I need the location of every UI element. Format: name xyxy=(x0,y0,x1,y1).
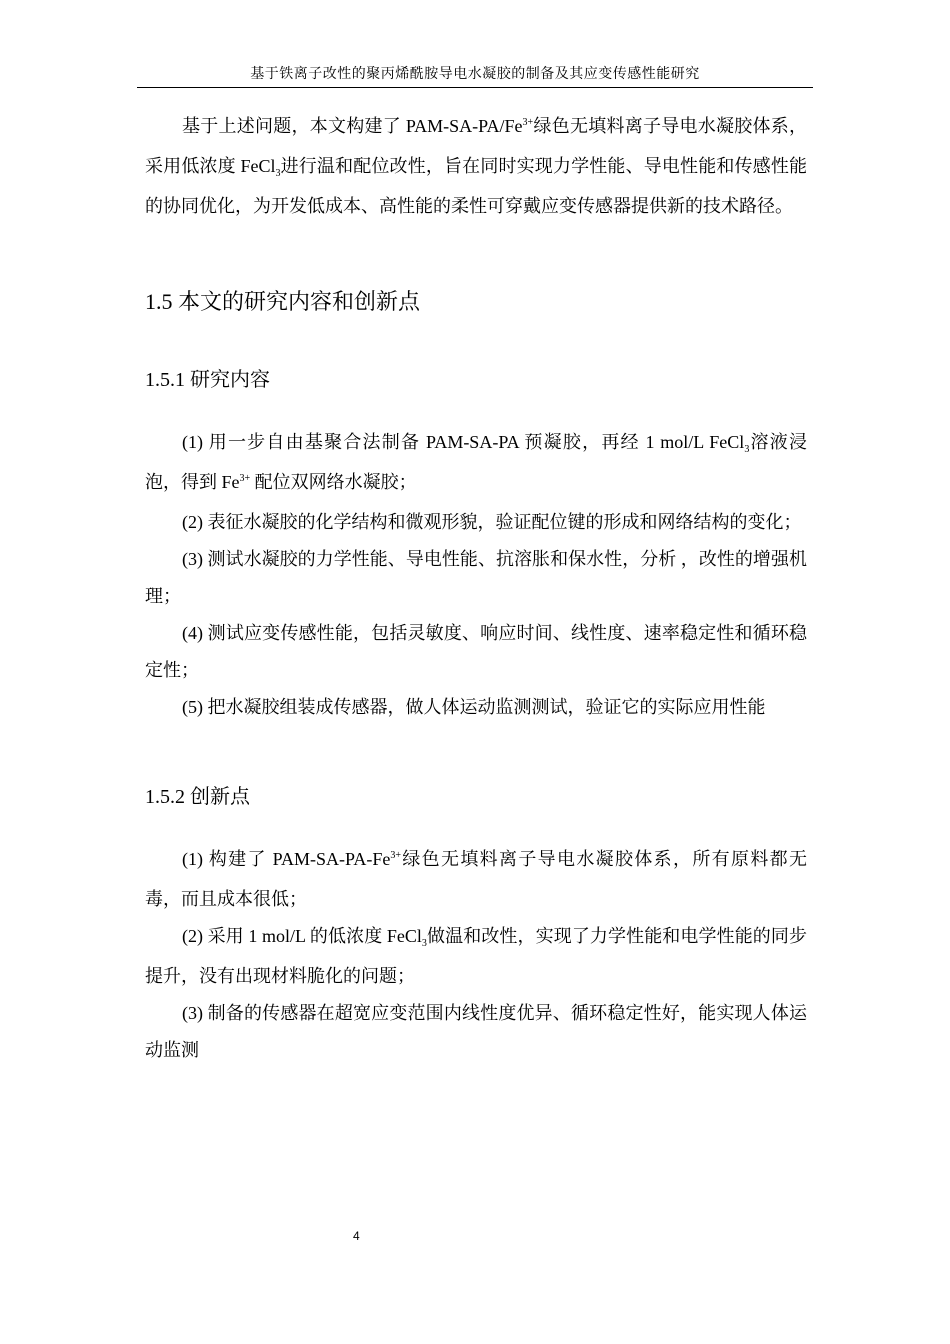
intro-block xyxy=(145,108,807,225)
innovation-item-1-superscript: 3+ xyxy=(390,850,402,861)
research-item-2: (2) 表征水凝胶的化学结构和微观形貌，验证配位键的形成和网络结构的变化； xyxy=(182,512,802,532)
innovation-item-1 xyxy=(145,841,807,918)
research-item-1-subscript: 3 xyxy=(744,444,750,455)
research-content-list xyxy=(145,424,807,726)
research-item-3: (3) 测试水凝胶的力学性能、导电性能、抗溶胀和保水性，分析 ，改性的增强机理； xyxy=(145,549,807,606)
section-heading: 1.5 本文的研究内容和创新点 xyxy=(145,289,421,314)
page-number: 4 xyxy=(353,1229,360,1243)
header-rule xyxy=(137,87,813,88)
research-item-5: (5) 把水凝胶组装成传感器，做人体运动监测测试，验证它的实际应用性能 xyxy=(182,697,766,717)
innovations-heading: 1.5.2 创新点 xyxy=(145,786,250,808)
innovation-item-2 xyxy=(145,918,807,995)
research-item-1-text-1: (1) 用一步自由基聚合法制备 PAM-SA-PA 预凝胶，再经 1 mol/L FeCl xyxy=(182,432,745,452)
innovations-list xyxy=(145,841,807,1069)
innovation-item-2-text-2: 做温和改性，实现了力学性能和电学性能的同步提升，没有出现材料脆化的问题； xyxy=(145,926,808,986)
intro-superscript: 3+ xyxy=(522,117,534,128)
innovation-item-2-subscript: 3 xyxy=(421,938,427,949)
running-header: 基于铁离子改性的聚丙烯酰胺导电水凝胶的制备及其应变传感性能研究 xyxy=(250,67,700,82)
innovation-item-2-text-1: (2) 采用 1 mol/L 的低浓度 FeCl xyxy=(182,926,422,946)
innovation-item-1-text-1: (1) 构建了 PAM-SA-PA-Fe xyxy=(182,849,391,869)
intro-paragraph xyxy=(145,108,807,225)
research-item-1-text-3: 配位双网络水凝胶； xyxy=(250,472,417,492)
intro-subscript: 3 xyxy=(275,168,281,179)
research-content-heading: 1.5.1 研究内容 xyxy=(145,369,270,391)
innovation-item-1-text-2: 绿色无填料离子导电水凝胶体系，所有原料都无毒，而且成本很低； xyxy=(145,849,808,909)
intro-text-3: 进行温和配位改性，旨在同时实现力学性能、导电性能和传感性能的协同优化，为开发低成本、高性能的柔性可穿戴应变传感器提供新的技术路径。 xyxy=(145,156,807,216)
research-item-4: (4) 测试应变传感性能，包括灵敏度、响应时间、线性度、速率稳定性和循环稳定性； xyxy=(145,623,807,680)
research-item-1-superscript: 3+ xyxy=(239,473,251,484)
research-item-1 xyxy=(145,424,807,504)
innovation-item-3: (3) 制备的传感器在超宽应变范围内线性度优异、循环稳定性好，能实现人体运动监测 xyxy=(145,1003,807,1060)
research-item-1-text-2: 溶液浸泡，得到 Fe xyxy=(145,432,807,492)
intro-text-1: 基于上述问题，本文构建了 PAM-SA-PA/Fe xyxy=(182,116,523,136)
intro-text-2: 绿色无填料离子导电水凝胶体系，采用低浓度 FeCl xyxy=(145,116,808,176)
